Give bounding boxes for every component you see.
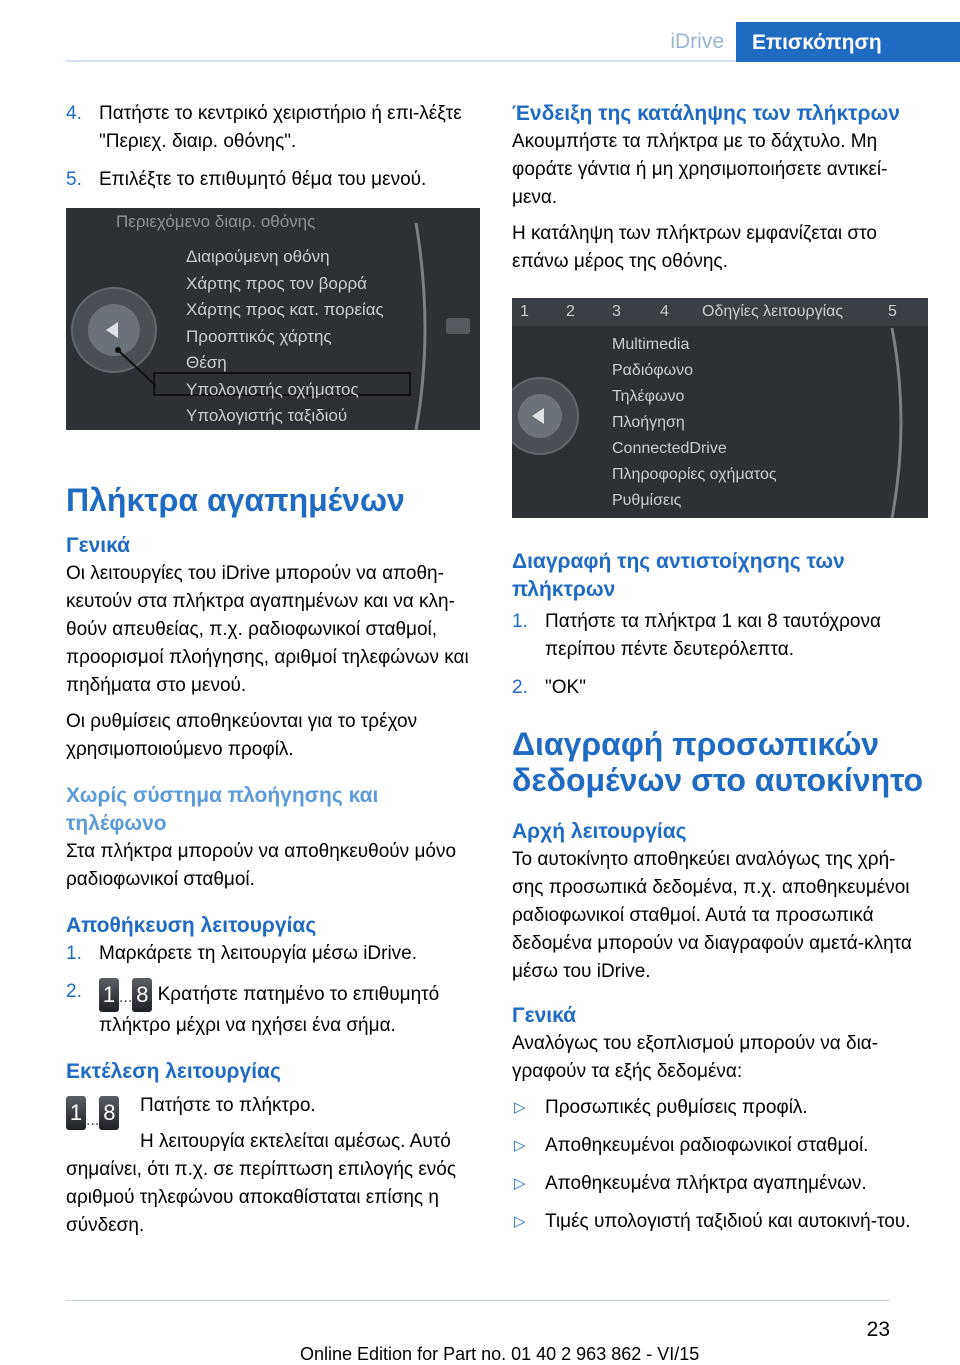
list-item: [512, 1170, 926, 1198]
store-steps-list: [66, 940, 480, 1040]
triangle-bullet-icon: ▷: [514, 1175, 526, 1192]
screen-menu: [612, 332, 777, 514]
list-item: [66, 940, 480, 968]
step-number: 1.: [512, 611, 528, 632]
screen-menu-item: Υπολογιστής ταξιδιού: [186, 406, 348, 425]
step-number: 4.: [66, 103, 82, 124]
split-screen-menu-screenshot: [66, 208, 480, 430]
list-item: [512, 608, 926, 664]
screen-menu-item: Πλοήγηση: [612, 414, 685, 431]
key-icons: [66, 1096, 119, 1130]
header-section-label: iDrive: [670, 30, 724, 53]
step-number: 2.: [512, 677, 528, 698]
list-item: [66, 100, 480, 156]
footer-divider: [66, 1300, 890, 1301]
paragraph: Ακουμπήστε τα πλήκτρα με το δάχτυλο. Μη φοράτε γάντια ή μη χρησιμοποιήσετε αντικεί-μενα.: [512, 131, 888, 208]
screen-menu-item: ConnectedDrive: [612, 440, 727, 457]
page-header: [0, 0, 960, 62]
header-divider: [66, 60, 736, 62]
step-number: 5.: [66, 169, 82, 190]
step-text: Πατήστε τα πλήκτρα 1 και 8 ταυτόχρονα περίπου πέντε δευτερόλεπτα.: [545, 611, 881, 660]
subheading-principle: Αρχή λειτουργίας: [512, 820, 687, 843]
key-8-icon: 8: [132, 978, 152, 1012]
subheading-delete-assignment: Διαγραφή της αντιστοίχησης των πλήκτρων: [512, 550, 845, 601]
delete-steps-list: [512, 608, 926, 702]
main-menu-screenshot: [512, 298, 928, 518]
triangle-bullet-icon: ▷: [514, 1137, 526, 1154]
execute-block: [66, 1092, 480, 1129]
screen-menu-item: Ραδιόφωνο: [612, 362, 694, 379]
screen-menu-item: Χάρτης προς τον βορρά: [186, 273, 368, 293]
left-column: [66, 100, 480, 1248]
list-item: [66, 166, 480, 194]
favorite-key-label: 5: [888, 303, 897, 320]
ellipsis: ...: [119, 989, 133, 1006]
step-text: Κρατήστε πατημένο το επιθυμητό πλήκτρο μέχρι να ηχήσει ένα σήμα.: [99, 984, 440, 1036]
paragraph: Αναλόγως του εξοπλισμού μπορούν να δια-γραφούν τα εξής δεδομένα:: [512, 1033, 879, 1082]
list-item: [512, 1132, 926, 1160]
ellipsis: ...: [86, 1112, 100, 1129]
paragraph: Οι λειτουργίες του iDrive μπορούν να αποθη-κευτούν στα πλήκτρα αγαπημένων και να κλη-θούν απευθείας, π.χ. ραδιοφωνικοί σταθμοί, προορισμοί πλοήγησης, αριθμοί τηλεφώνων και πηδήματα στο μενού.: [66, 563, 469, 696]
bullet-text: Προσωπικές ρυθμίσεις προφίλ.: [545, 1097, 808, 1118]
screen-menu-item: Προοπτικός χάρτης: [186, 326, 332, 346]
bullet-list: [512, 1094, 926, 1236]
page-number: 23: [866, 1318, 890, 1341]
subheading-general-right: Γενικά: [512, 1004, 577, 1027]
screen-menu-item: Πληροφορίες οχήματος: [612, 466, 777, 483]
paragraph: Η κατάληψη των πλήκτρων εμφανίζεται στο επάνω μέρος της οθόνης.: [512, 223, 877, 272]
bullet-text: Αποθηκευμένα πλήκτρα αγαπημένων.: [545, 1173, 867, 1194]
paragraph: Πατήστε το πλήκτρο.: [140, 1095, 316, 1116]
paragraph: Το αυτοκίνητο αποθηκεύει αναλόγως της χρή-σης προσωπικά δεδομένα, π.χ. αποθηκευμένοι ραδιοφωνικοί σταθμοί. Αυτά τα προσωπικά δεδομένα μπορούν να διαγραφούν αμετά-κλητα μέσω του iDrive.: [512, 849, 912, 982]
step-text: Μαρκάρετε τη λειτουργία μέσω iDrive.: [99, 943, 418, 964]
screen-menu-item: Υπολογιστής οχήματος: [186, 379, 359, 399]
step-text: Πατήστε το κεντρικό χειριστήριο ή επι-λέξτε "Περιεχ. διαιρ. οθόνης".: [99, 103, 462, 152]
screen-menu-item: Τηλέφωνο: [612, 388, 685, 405]
step-text: "OK": [545, 677, 586, 698]
favorite-key-label: 1: [520, 303, 529, 320]
key-8-icon: 8: [99, 1096, 119, 1130]
list-item: [512, 1208, 926, 1236]
key-1-icon: 1: [66, 1096, 86, 1130]
list-item: [512, 1094, 926, 1122]
section-heading-delete-data: Διαγραφή προσωπικών δεδομένων στο αυτοκίνητο: [512, 726, 924, 798]
screen-menu-item: Multimedia: [612, 336, 690, 353]
paragraph: Στα πλήκτρα μπορούν να αποθηκευθούν μόνο ραδιοφωνικοί σταθμοί.: [66, 841, 457, 890]
triangle-bullet-icon: ▷: [514, 1213, 526, 1230]
favorite-key-label: 4: [660, 303, 669, 320]
screen-menu-item: Διαιρούμενη οθόνη: [186, 247, 330, 266]
subheading-no-nav: Χωρίς σύστημα πλοήγησης και τηλέφωνο: [66, 784, 379, 835]
section-heading-favorites: Πλήκτρα αγαπημένων: [66, 482, 405, 518]
subheading-store: Αποθήκευση λειτουργίας: [66, 914, 317, 937]
screen-menu-item: Ρυθμίσεις: [612, 492, 682, 509]
subheading-execute: Εκτέλεση λειτουργίας: [66, 1060, 281, 1083]
step-number: 1.: [66, 943, 82, 964]
subheading-occupancy: Ένδειξη της κατάληψης των πλήκτρων: [512, 102, 900, 125]
favorite-key-label: Οδηγίες λειτουργίας: [702, 303, 844, 320]
list-item: [512, 674, 926, 702]
triangle-bullet-icon: ▷: [514, 1099, 526, 1116]
paragraph: Οι ρυθμίσεις αποθηκεύονται για το τρέχον χρησιμοποιούμενο προφίλ.: [66, 711, 418, 760]
screen-menu: [186, 244, 384, 430]
screen-menu-item: Χάρτης προς κατ. πορείας: [186, 300, 384, 319]
subheading-general: Γενικά: [66, 534, 131, 557]
step-number: 2.: [66, 981, 82, 1002]
favorite-key-label: 2: [566, 303, 575, 320]
favorite-key-label: 3: [612, 303, 621, 320]
list-item: [66, 978, 480, 1040]
header-tab: Επισκόπηση: [736, 22, 960, 62]
page-footer: [0, 1300, 960, 1362]
bullet-text: Τιμές υπολογιστή ταξιδιού και αυτοκινή-του.: [545, 1211, 911, 1232]
step-text: Επιλέξτε το επιθυμητό θέμα του μενού.: [99, 169, 427, 190]
bullet-text: Αποθηκευμένοι ραδιοφωνικοί σταθμοί.: [545, 1135, 869, 1156]
screen-menu-item: Θέση: [186, 353, 227, 372]
paragraph: Η λειτουργία εκτελείται αμέσως. Αυτό σημαίνει, ότι π.χ. σε περίπτωση επιλογής ενός αριθμού τηλεφώνου αποκαθίσταται επίσης η σύνδεση.: [66, 1131, 457, 1236]
screen-title: Περιεχόμενο διαιρ. οθόνης: [116, 212, 316, 231]
edition-line: Online Edition for Part no. 01 40 2 963 862 - VI/15: [300, 1344, 700, 1364]
steps-list-top: [66, 100, 480, 194]
key-1-icon: 1: [99, 978, 119, 1012]
right-column: [512, 100, 926, 1246]
